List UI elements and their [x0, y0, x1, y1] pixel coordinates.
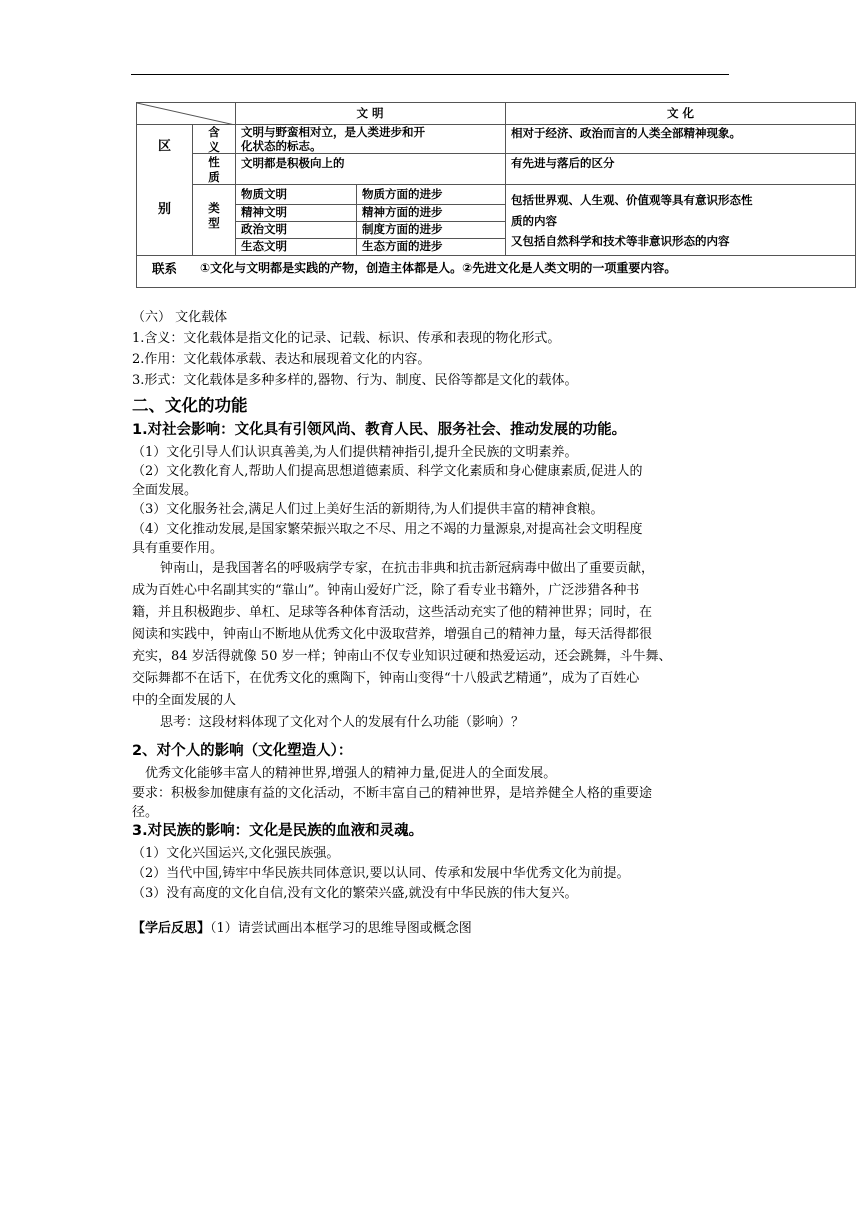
text-line: 充实，84 岁活得就像 50 岁一样；钟南山不仅专业知识过硬和热爱运动，还会跳舞，斗牛舞、 [132, 649, 672, 664]
type-name: 生态文明 [241, 239, 287, 253]
label-hanyi: 含义 [208, 125, 220, 154]
reflection-label: 【学后反思】 [132, 921, 211, 936]
text-line: （4）文化推动发展,是国家繁荣振兴取之不尽、用之不竭的力量源泉,对提高社会文明程度 [132, 522, 643, 537]
lianxi-content: ①文化与文明都是实践的产物，创造主体都是人。②先进文化是人类文明的一项重要内容。 [200, 261, 677, 275]
text-line: 全面发展。 [132, 483, 198, 498]
type-name: 精神文明 [241, 205, 287, 219]
label-xingzhi: 性质 [208, 155, 220, 184]
text-line: 中的全面发展的人 [132, 693, 237, 708]
comparison-table [136, 102, 856, 288]
subheading-geren: 2、对个人的影响（文化塑造人）： [132, 743, 353, 759]
subheading-minzu: 3.对民族的影响：文化是民族的血液和灵魂。 [132, 823, 424, 839]
table-line [137, 255, 856, 256]
header-wenming: 文 明 [356, 106, 384, 120]
type-name: 物质文明 [241, 187, 287, 201]
leixing-wenhua-line2: 质的内容 [511, 214, 557, 228]
xingzhi-wenhua: 有先进与落后的区分 [511, 156, 615, 170]
hanyi-wenming-line2: 化状态的标志。 [241, 139, 322, 153]
label-lianxi: 联系 [151, 261, 177, 276]
label-qu: 区 [157, 139, 171, 154]
text-line: 径。 [132, 805, 159, 820]
text-line: （3）文化服务社会,满足人们过上美好生活的新期待,为人们提供丰富的精神食粮。 [132, 502, 604, 517]
type-desc: 精神方面的进步 [362, 205, 443, 219]
text-line: 阅读和实践中，钟南山不断地从优秀文化中汲取营养，增强自己的精神力量，每天活得都很 [132, 627, 653, 642]
header-rule [131, 74, 729, 75]
text-line: （3）没有高度的文化自信,没有文化的繁荣兴盛,就没有中华民族的伟大复兴。 [132, 886, 578, 901]
text-line: 要求：积极参加健康有益的文化活动，不断丰富自己的精神世界，是培养健全人格的重要途 [132, 786, 653, 801]
text-line: 3.形式：文化载体是多种多样的,器物、行为、制度、民俗等都是文化的载体。 [132, 373, 578, 388]
hanyi-wenhua: 相对于经济、政治而言的人类全部精神现象。 [511, 126, 741, 140]
table-line [192, 124, 193, 255]
label-bie: 别 [157, 202, 171, 217]
leixing-wenhua-line1: 包括世界观、人生观、价值观等具有意识形态性 [511, 193, 753, 207]
xingzhi-wenming: 文明都是积极向上的 [241, 156, 345, 170]
reflection-text: （1）请尝试画出本框学习的思维导图或概念图 [210, 921, 472, 936]
text-line: （1）文化兴国运兴,文化强民族强。 [132, 846, 340, 861]
text-line: 优秀文化能够丰富人的精神世界,增强人的精神力量,促进人的全面发展。 [145, 766, 557, 781]
reflection-line [132, 919, 472, 938]
text-line: 思考：这段材料体现了文化对个人的发展有什么功能（影响）？ [160, 715, 525, 730]
text-line: 具有重要作用。 [132, 541, 224, 556]
text-line: （2）文化教化育人,帮助人们提高思想道德素质、科学文化素质和身心健康素质,促进人的 [132, 464, 643, 479]
text-line: 成为百姓心中名副其实的“靠山”。钟南山爱好广泛，除了看专业书籍外，广泛涉猎各种书 [132, 583, 640, 598]
text-line: 交际舞都不在话下，在优秀文化的熏陶下，钟南山变得“十八般武艺精通”，成为了百姓心 [132, 671, 640, 686]
type-desc: 物质方面的进步 [362, 187, 443, 201]
type-desc: 生态方面的进步 [362, 239, 443, 253]
hanyi-wenming-line1: 文明与野蛮相对立，是人类进步和开 [241, 125, 425, 139]
text-line: 1.含义：文化载体是指文化的记录、记载、标识、传承和表现的物化形式。 [132, 331, 561, 346]
text-line: 2.作用：文化载体承载、表达和展现着文化的内容。 [132, 352, 431, 367]
section-heading-zaiti: （六） 文化载体 [132, 310, 228, 325]
table-line [356, 184, 357, 255]
text-line: 钟南山，是我国著名的呼吸病学专家，在抗击非典和抗击新冠病毒中做出了重要贡献， [160, 561, 655, 576]
table-line [235, 103, 236, 255]
text-line: 籍，并且积极跑步、单杠、足球等各种体育活动，这些活动充实了他的精神世界；同时，在 [132, 605, 653, 620]
text-line: （2）当代中国,铸牢中华民族共同体意识,要以认同、传承和发展中华优秀文化为前提。 [132, 866, 630, 881]
type-desc: 制度方面的进步 [362, 222, 443, 236]
diagonal-header-line [137, 103, 235, 125]
subheading-shehui: 1.对社会影响：文化具有引领风尚、教育人民、服务社会、推动发展的功能。 [132, 422, 627, 438]
header-wenhua: 文 化 [666, 106, 694, 120]
type-name: 政治文明 [241, 222, 287, 236]
leixing-wenhua-line3: 又包括自然科学和技术等非意识形态的内容 [511, 234, 730, 248]
table-line [192, 184, 856, 185]
section-heading-gongneng: 二、文化的功能 [132, 396, 248, 415]
table-line [505, 103, 506, 255]
text-line: （1）文化引导人们认识真善美,为人们提供精神指引,提升全民族的文明素养。 [132, 445, 578, 460]
label-leixing: 类型 [208, 201, 220, 230]
